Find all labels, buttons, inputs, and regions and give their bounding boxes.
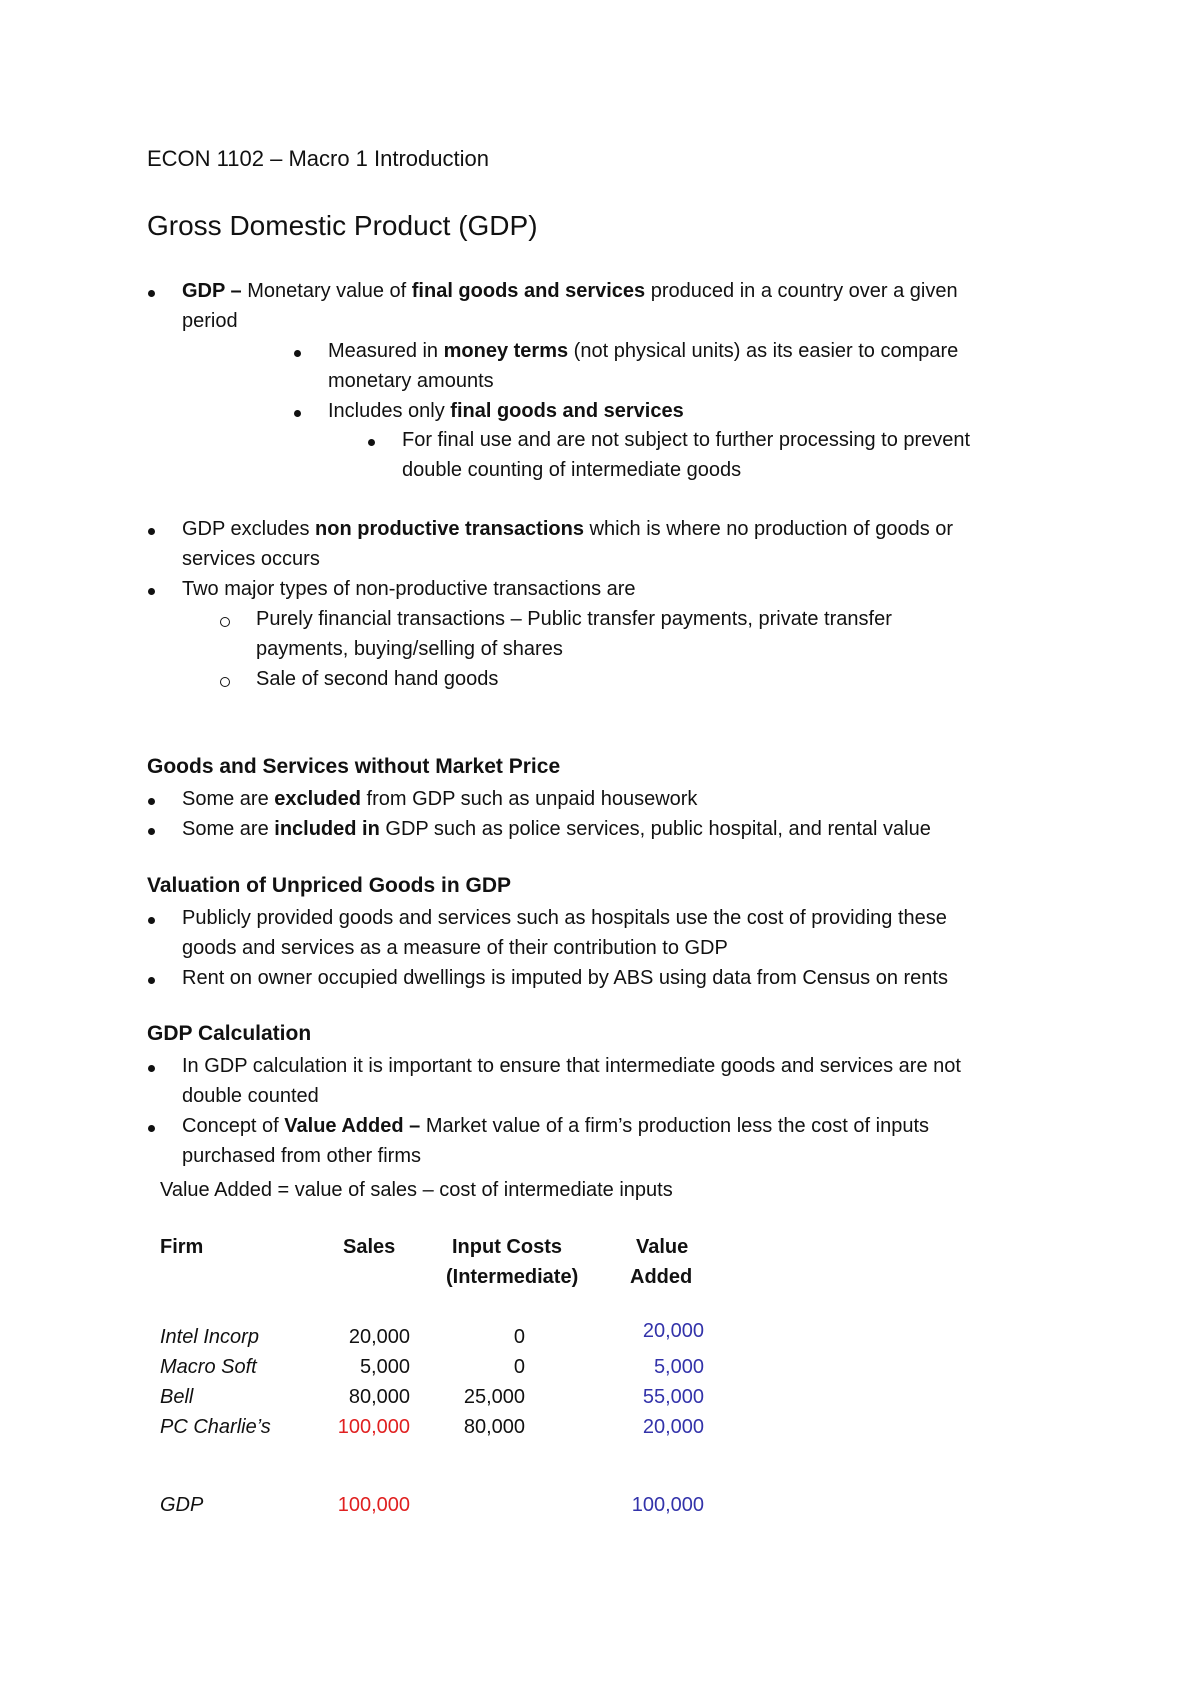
table-row-firm: PC Charlie’s	[160, 1416, 271, 1438]
financial-point: Purely financial transactions – Public transfer payments, private transfer	[256, 608, 892, 630]
text: Market value of a firm’s production less the cost of inputs	[420, 1115, 930, 1137]
table-row-sales: 5,000	[359, 1356, 410, 1378]
table-row-firm: Bell	[160, 1386, 194, 1408]
table-row-value: 20,000	[642, 1320, 704, 1342]
gdp-term: GDP –	[182, 280, 242, 302]
bullet	[148, 290, 155, 297]
financial-line2: payments, buying/selling of shares	[256, 638, 563, 660]
table-row-value: 5,000	[653, 1356, 704, 1378]
text: Some are	[182, 818, 275, 840]
bold-text: non productive transactions	[315, 518, 584, 540]
bullet	[148, 828, 155, 835]
double-count-line2: double counted	[182, 1085, 319, 1107]
page-title: Gross Domestic Product (GDP)	[147, 210, 538, 241]
table-row-value: 55,000	[642, 1386, 704, 1408]
money-terms-line2: monetary amounts	[328, 370, 494, 392]
table-row-input: 25,000	[463, 1386, 525, 1408]
table-total-value: 100,000	[631, 1494, 704, 1516]
bullet	[148, 917, 155, 924]
bold-text: included in	[274, 818, 380, 840]
header-sales: Sales	[343, 1236, 396, 1258]
bullet	[294, 350, 301, 357]
text: produced in a country over a given	[645, 280, 958, 302]
table-row-sales: 20,000	[348, 1326, 410, 1348]
text: (not physical units) as its easier to compare	[568, 340, 959, 362]
final-use-line2: double counting of intermediate goods	[402, 459, 742, 481]
text: Some are	[182, 788, 275, 810]
table-row-input: 80,000	[463, 1416, 525, 1438]
section-heading-without-price: Goods and Services without Market Price	[147, 755, 561, 778]
excludes-line2: services occurs	[182, 548, 320, 570]
bullet	[368, 439, 375, 446]
table-row-input: 0	[513, 1356, 525, 1378]
bold-text: Value Added –	[284, 1115, 421, 1137]
money-terms-point	[328, 336, 958, 366]
text: GDP such as police services, public hospital, and rental value	[379, 818, 931, 840]
table-total-sales: 100,000	[337, 1494, 410, 1516]
bold-text: final goods and services	[450, 400, 684, 422]
header-firm: Firm	[160, 1236, 204, 1258]
table-row-firm: Macro Soft	[160, 1356, 257, 1378]
bullet	[148, 588, 155, 595]
table-row-sales: 80,000	[348, 1386, 410, 1408]
gdp-definition	[182, 276, 958, 306]
text: Monetary value of	[241, 280, 412, 302]
bullet	[148, 798, 155, 805]
rent-point: Rent on owner occupied dwellings is imputed by ABS using data from Census on rents	[182, 967, 948, 989]
table-row-value: 20,000	[642, 1416, 704, 1438]
header-value: Value	[636, 1236, 689, 1258]
header-intermediate: (Intermediate)	[446, 1266, 579, 1288]
text: from GDP such as unpaid housework	[360, 788, 698, 810]
gdp-definition-line2: period	[182, 310, 238, 332]
circle-bullet	[220, 677, 230, 687]
circle-bullet	[220, 617, 230, 627]
text: which is where no production of goods or	[583, 518, 954, 540]
double-count-point: In GDP calculation it is important to ensure that intermediate goods and services are not	[182, 1055, 961, 1077]
bold-text: final goods and services	[411, 280, 646, 302]
text: Includes only	[328, 400, 451, 422]
bullet	[148, 1125, 155, 1132]
bullet	[294, 410, 301, 417]
bold-text: excluded	[274, 788, 361, 810]
text: Measured in	[328, 340, 444, 362]
value-added-point	[182, 1111, 929, 1141]
course-title: ECON 1102 – Macro 1 Introduction	[147, 146, 489, 171]
final-only-point	[328, 396, 684, 426]
header-input-costs: Input Costs	[452, 1236, 562, 1258]
section-heading-calculation: GDP Calculation	[147, 1022, 312, 1045]
final-use-point: For final use and are not subject to further processing to prevent	[402, 429, 971, 451]
bullet	[148, 528, 155, 535]
text: Concept of	[182, 1115, 285, 1137]
value-added-line2: purchased from other firms	[182, 1145, 421, 1167]
table-row-input: 0	[513, 1326, 525, 1348]
bullet	[148, 977, 155, 984]
included-point	[182, 814, 931, 844]
table-row-sales: 100,000	[337, 1416, 410, 1438]
bullet	[148, 1065, 155, 1072]
section-heading-valuation: Valuation of Unpriced Goods in GDP	[147, 874, 512, 897]
publicly-provided-line2: goods and services as a measure of their contribution to GDP	[182, 937, 728, 959]
text: GDP excludes	[182, 518, 316, 540]
bold-text: money terms	[443, 340, 569, 362]
two-types-point: Two major types of non-productive transactions are	[182, 578, 636, 600]
table-total-label: GDP	[160, 1494, 204, 1516]
excluded-point	[182, 784, 697, 814]
second-hand-point: Sale of second hand goods	[256, 668, 499, 690]
value-added-formula: Value Added = value of sales – cost of intermediate inputs	[160, 1179, 673, 1201]
header-added: Added	[630, 1266, 693, 1288]
publicly-provided-point: Publicly provided goods and services such as hospitals use the cost of providing these	[182, 907, 947, 929]
table-row-firm: Intel Incorp	[160, 1326, 259, 1348]
excludes-point	[182, 514, 953, 544]
